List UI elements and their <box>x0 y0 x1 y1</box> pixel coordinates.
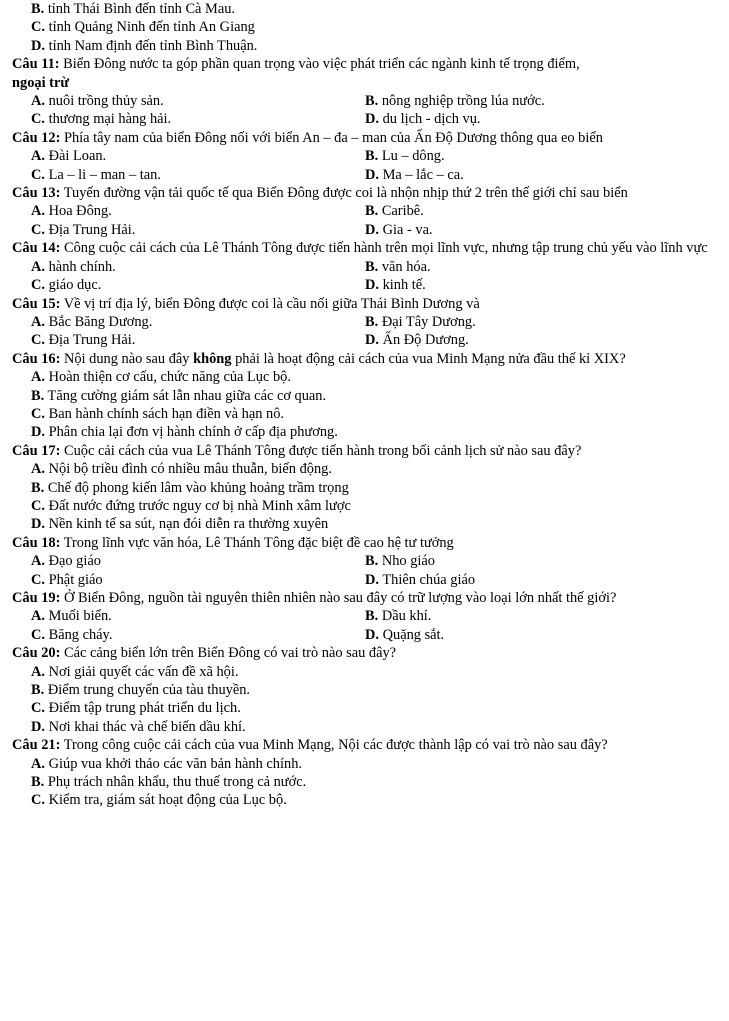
option-row: A. nuôi trồng thủy sản. B. nông nghiệp trồng lúa nước. <box>31 93 545 110</box>
option: A. Nội bộ triều đình có nhiều mâu thuẫn, biến động. <box>31 461 332 478</box>
option: B. Tăng cường giám sát lẫn nhau giữa các cơ quan. <box>31 387 327 404</box>
question-18: Câu 18: Trong lĩnh vực văn hóa, Lê Thánh Tông đặc biệt đề cao hệ tư tưởng <box>12 534 454 551</box>
option: D. Phân chia lại đơn vị hành chính ở cấp địa phương. <box>31 424 338 441</box>
question-14: Câu 14: Công cuộc cải cách của Lê Thánh Tông được tiến hành trên mọi lĩnh vực, nhưng tập trung chủ yếu vào lĩnh vực <box>12 240 708 257</box>
question-15: Câu 15: Về vị trí địa lý, biển Đông được coi là cầu nối giữa Thái Bình Dương và <box>12 295 480 312</box>
option: C. Điểm tập trung phát triển du lịch. <box>31 700 241 717</box>
option: C. tỉnh Quảng Ninh đến tỉnh An Giang <box>31 19 255 36</box>
option: B. Điểm trung chuyển của tàu thuyền. <box>31 682 251 699</box>
option: B. Phụ trách nhân khẩu, thu thuế trong cả nước. <box>31 774 307 791</box>
option: C. Kiểm tra, giám sát hoạt động của Lục bộ. <box>31 792 287 809</box>
option-row: A. Muối biển. B. Dầu khí. <box>31 608 432 625</box>
option-row: A. Đạo giáo B. Nho giáo <box>31 553 435 570</box>
option: C. Đất nước đứng trước nguy cơ bị nhà Minh xâm lược <box>31 497 351 514</box>
question-21: Câu 21: Trong công cuộc cải cách của vua Minh Mạng, Nội các được thành lập có vai trò nào sau đây? <box>12 737 608 754</box>
option-row: C. Phật giáo D. Thiên chúa giáo <box>31 571 476 588</box>
option-row: C. La – li – man – tan. D. Ma – lắc – ca. <box>31 166 464 183</box>
question-19: Câu 19: Ở Biển Đông, nguồn tài nguyên thiên nhiên nào sau đây có trữ lượng vào loại lớn nhất thế giới? <box>12 590 617 606</box>
question-11: Câu 11: Biển Đông nước ta góp phần quan trọng vào việc phát triển các ngành kinh tế trọng điểm, <box>12 56 580 73</box>
option: A. Giúp vua khởi thảo các văn bản hành chính. <box>31 755 302 772</box>
option: A. Nơi giải quyết các vấn đề xã hội. <box>31 663 239 680</box>
option-row: C. Địa Trung Hải. D. Gia - va. <box>31 221 433 238</box>
option: C. Ban hành chính sách hạn điền và hạn nô. <box>31 405 284 422</box>
question-20: Câu 20: Các cảng biển lớn trên Biển Đông có vai trò nào sau đây? <box>12 645 397 662</box>
question-17: Câu 17: Cuộc cải cách của vua Lê Thánh Tông được tiến hành trong bối cảnh lịch sử nào sau đây? <box>12 442 582 459</box>
option-row: A. Hoa Đông. B. Caribê. <box>31 203 424 220</box>
option: D. tỉnh Nam định đến tỉnh Bình Thuận. <box>31 37 258 54</box>
option-row: A. Bắc Băng Dương. B. Đại Tây Dương. <box>31 313 476 330</box>
option-row: C. giáo dục. D. kinh tế. <box>31 277 426 294</box>
question-16: Câu 16: Nội dung nào sau đây không phải là hoạt động cải cách của vua Minh Mạng nửa đầu thế kỉ XIX? <box>12 350 626 367</box>
option-row: A. Đài Loan. B. Lu – dông. <box>31 148 445 165</box>
option: A. Hoàn thiện cơ cấu, chức năng của Lục bộ. <box>31 369 291 386</box>
option: B. Chế độ phong kiến lâm vào khủng hoảng trầm trọng <box>31 479 349 496</box>
option: D. Nền kinh tế sa sút, nạn đói diễn ra thường xuyên <box>31 516 329 533</box>
option: D. Nơi khai thác và chế biến dầu khí. <box>31 718 246 735</box>
question-12: Câu 12: Phía tây nam của biển Đông nối với biển An – đa – man của Ấn Độ Dương thông qua eo biển <box>12 129 603 146</box>
option-row: C. thương mại hàng hải. D. du lịch - dịch vụ. <box>31 111 481 128</box>
option-row: C. Địa Trung Hải. D. Ấn Độ Dương. <box>31 332 469 349</box>
option: B. tỉnh Thái Bình đến tỉnh Cà Mau. <box>31 1 236 17</box>
question-13: Câu 13: Tuyến đường vận tải quốc tế qua Biển Đông được coi là nhộn nhịp thứ 2 trên thế giới chỉ sau biển <box>12 185 628 202</box>
option-row: C. Băng cháy. D. Quặng sắt. <box>31 626 445 643</box>
question-11-emphasis: ngoại trừ <box>12 74 70 91</box>
option-row: A. hành chính. B. văn hóa. <box>31 258 431 275</box>
